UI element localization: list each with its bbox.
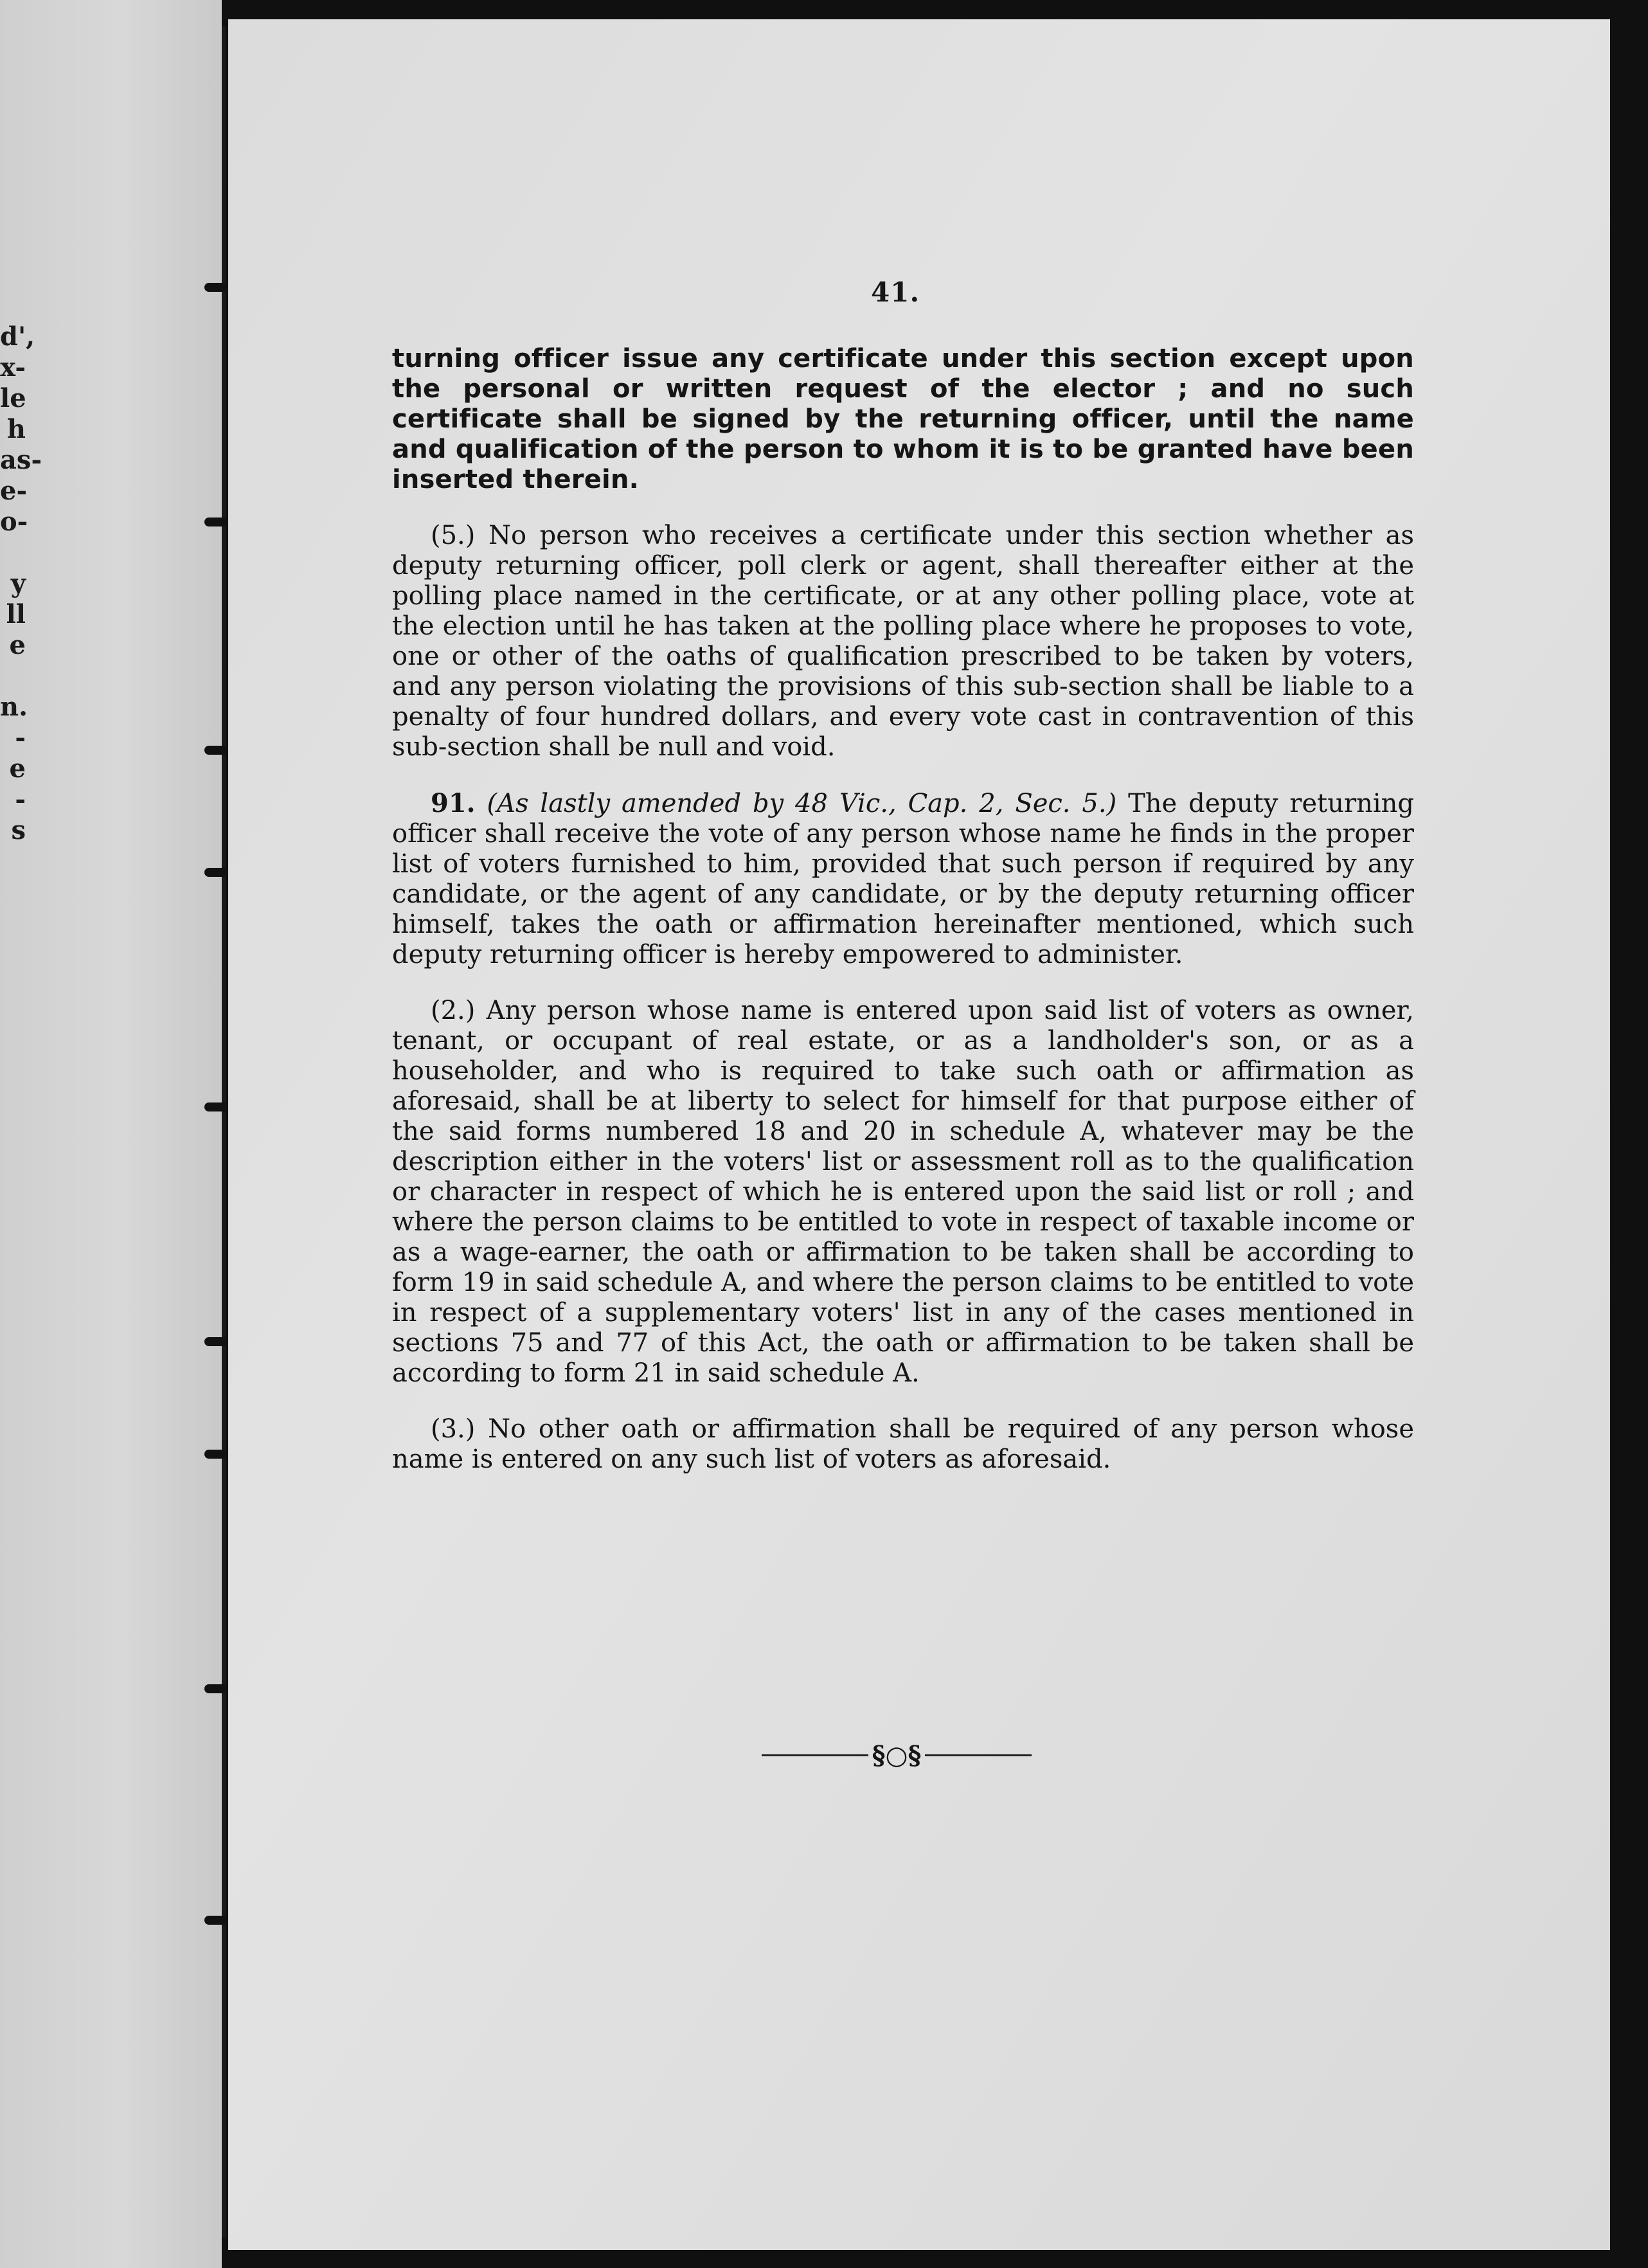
previous-page-strip: [0, 0, 222, 2268]
paragraph-subsection-5: [392, 521, 1414, 762]
fragment-line: -: [15, 723, 26, 753]
ornament-glyph: §○§: [872, 1740, 922, 1770]
previous-page-text-fragments: [0, 321, 42, 846]
fragment-line: as-: [0, 445, 42, 475]
section-divider-ornament: [762, 1742, 1032, 1768]
fragment-line: ll: [6, 599, 26, 629]
fragment-line: o-: [0, 507, 28, 537]
binding-line: [222, 26, 226, 2237]
section-text: The deputy returning officer shall receive the vote of any person whose name he finds in the proper list of voters furnished to him, provided that such person if required by any candidate, or the agent of any candidate, or by the deputy returning officer himself, takes the oath or affirmation hereinafter mentioned, which such deputy returning officer is hereby empowered to administer.: [392, 789, 1414, 969]
fragment-line: x-: [0, 352, 26, 382]
paragraph-section-91: [392, 788, 1414, 970]
page-number: 41.: [871, 276, 920, 308]
amendment-note: (As lastly amended by 48 Vic., Cap. 2, Sec. 5.): [487, 789, 1117, 818]
paragraph-continuation: [392, 344, 1414, 495]
fragment-line: h: [6, 414, 26, 444]
fragment-line: n.: [0, 692, 28, 722]
fragment-line: [0, 661, 26, 692]
paragraph-subsection-3: [392, 1414, 1414, 1475]
fragment-line: le: [0, 383, 26, 413]
section-number: 91.: [431, 788, 476, 818]
paragraph-text: (3.) No other oath or affirmation shall be required of any person whose name is entered on any such list of voters as aforesaid.: [392, 1414, 1414, 1474]
divider-line: [925, 1754, 1032, 1756]
paragraph-text: [392, 788, 1414, 970]
fragment-line: y: [10, 568, 26, 598]
paragraph-subsection-2: [392, 996, 1414, 1389]
fragment-line: e-: [0, 476, 28, 506]
paragraph-text: (2.) Any person whose name is entered upon said list of voters as owner, tenant, or occupant of real estate, or as a landholder's son, or as a householder, and who is required to take such oath or affirmation as aforesaid, shall be at liberty to select for himself for that purpose either of the said forms numbered 18 and 20 in schedule A, whatever may be the description either in the voters' list or assessment roll as to the qualification or character in respect of which he is entered upon the said list or roll ; and where the person claims to be entitled to vote in respect of taxable income or as a wage-earner, the oath or affirmation to be taken shall be according to form 19 in said schedule A, and where the person claims to be entitled to vote in respect of a supplementary voters' list in any of the cases mentioned in sections 75 and 77 of this Act, the oath or affirmation to be taken shall be according to form 21 in said schedule A.: [392, 996, 1414, 1388]
fragment-line: -: [15, 784, 26, 815]
paragraph-text: turning officer issue any certificate under this section except upon the personal or written request of the elector ; and no such certificate shall be signed by the returning officer, until the name and qualification of the person to whom it is to be granted have been inserted therein.: [392, 344, 1414, 494]
fragment-line: s: [11, 815, 26, 845]
body-text: [392, 344, 1414, 1475]
document-page: [228, 19, 1610, 2250]
divider-line: [762, 1754, 868, 1756]
paragraph-text: (5.) No person who receives a certificate under this section whether as deputy returning officer, poll clerk or agent, shall thereafter either at the polling place named in the certificate, or at any other polling place, vote at the election until he has taken at the polling place where he proposes to vote, one or other of the oaths of qualification prescribed to be taken by voters, and any person violating the provisions of this sub-section shall be liable to a penalty of four hundred dollars, and every vote cast in contravention of this sub-section shall be null and void.: [392, 521, 1414, 762]
fragment-line: e: [9, 630, 26, 660]
fragment-line: e: [9, 753, 26, 784]
fragment-line: [0, 537, 26, 568]
fragment-line: d',: [0, 321, 35, 352]
